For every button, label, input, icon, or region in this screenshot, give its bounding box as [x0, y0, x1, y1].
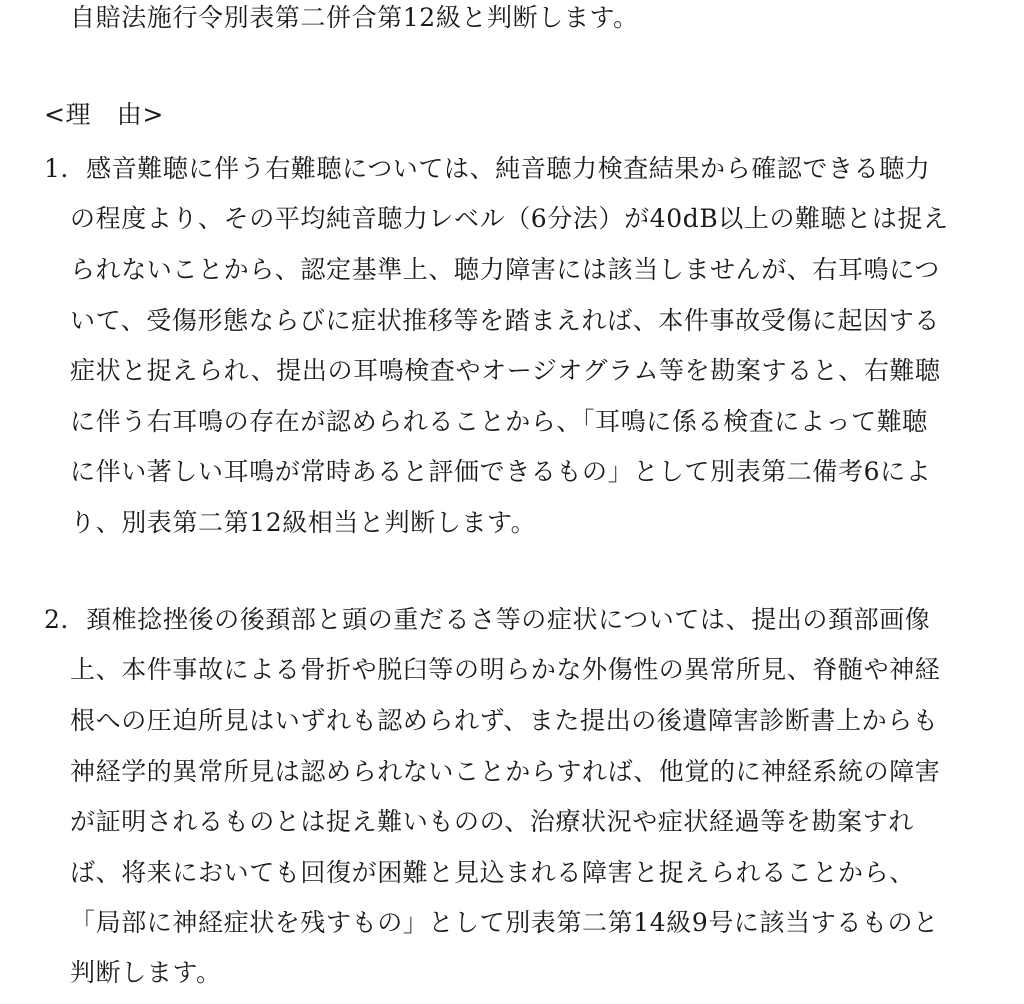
intro-line: 自賠法施行令別表第二併合第12級と判断します。 — [70, 3, 639, 32]
reason-heading: <理 由> — [44, 100, 164, 129]
section-1-line: に伴う右耳鳴の存在が認められることから、「耳鳴に係る検査によって難聴 — [70, 407, 928, 436]
section-2-line: 根への圧迫所見はいずれも認められず、また提出の後遺障害診断書上からも — [70, 706, 939, 735]
section-1-line: いて、受傷形態ならびに症状推移等を踏まえれば、本件事故受傷に起因する — [70, 306, 940, 335]
section-1-line: 症状と捉えられ、提出の耳鳴検査やオージオグラム等を勘案すると、右難聴 — [70, 356, 941, 385]
section-1-line: に伴い著しい耳鳴が常時あると評価できるもの」として別表第二備考6によ — [70, 457, 932, 486]
section-2-line: 2．頚椎捻挫後の後頚部と頭の重だるさ等の症状については、提出の頚部画像 — [44, 605, 931, 634]
section-1-line: 1．感音難聴に伴う右難聴については、純音聴力検査結果から確認できる聴力 — [44, 154, 931, 183]
section-1-line: られないことから、認定基準上、聴力障害には該当しませんが、右耳鳴につ — [70, 255, 940, 284]
section-2-line: ば、将来においても回復が困難と見込まれる障害と捉えられることから、 — [70, 858, 915, 887]
section-2-line: 上、本件事故による骨折や脱臼等の明らかな外傷性の異常所見、脊髄や神経 — [70, 655, 941, 684]
section-2-line: 「局部に神経症状を残すもの」として別表第二第14級9号に該当するものと — [70, 908, 939, 937]
section-2-line: 判断します。 — [70, 958, 222, 987]
section-2-line: が証明されるものとは捉え難いものの、治療状況や症状経過等を勘案すれ — [70, 807, 914, 836]
section-2-line: 神経学的異常所見は認められないことからすれば、他覚的に神経系統の障害 — [70, 757, 941, 786]
section-1-line: り、別表第二第12級相当と判断します。 — [70, 508, 537, 537]
section-1-line: の程度より、その平均純音聴力レベル（6分法）が40dB以上の難聴とは捉え — [70, 204, 949, 233]
